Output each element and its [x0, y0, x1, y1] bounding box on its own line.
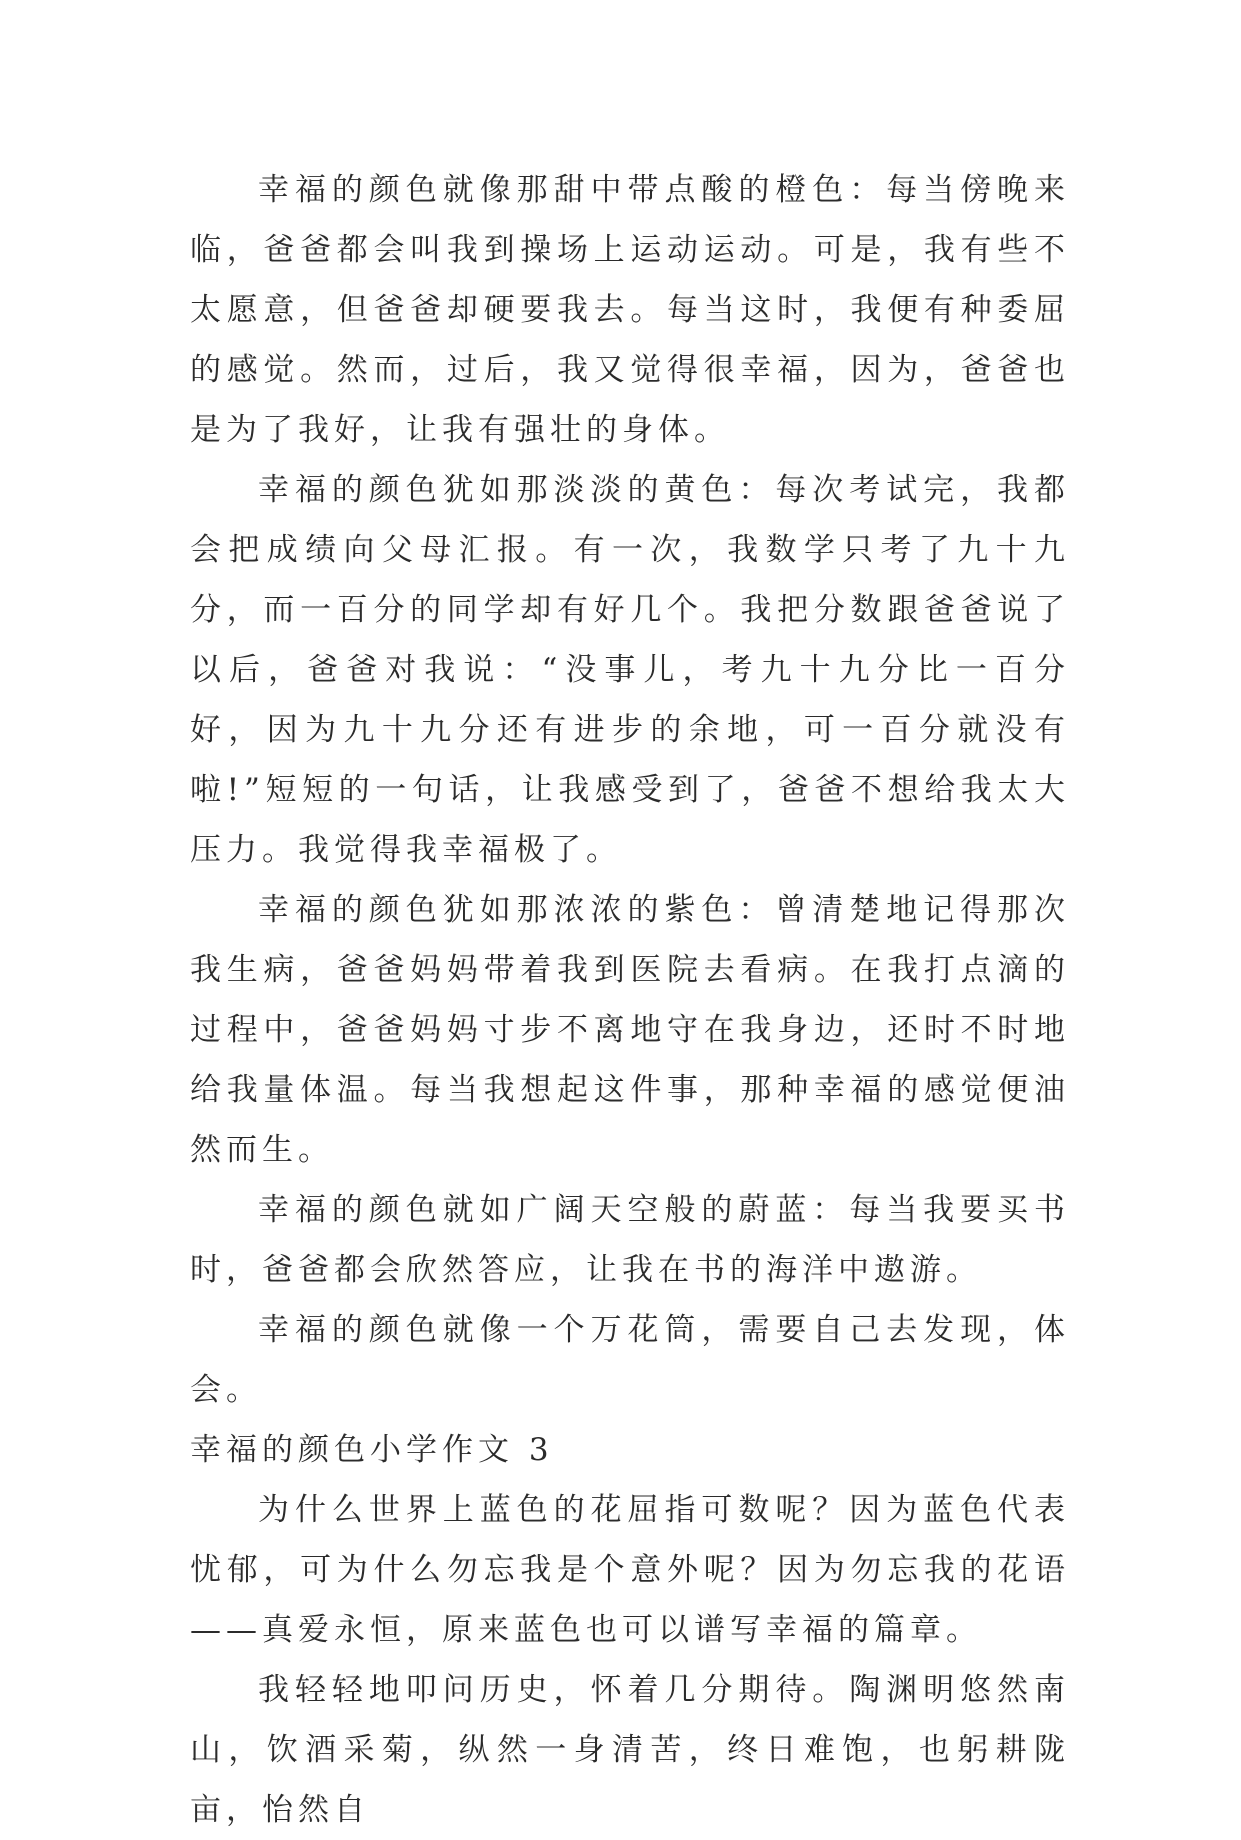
- paragraph-yellow: 幸福的颜色犹如那淡淡的黄色：每次考试完，我都会把成绩向父母汇报。有一次，我数学只考了九十九分，而一百分的同学却有好几个。我把分数跟爸爸说了以后，爸爸对我说：“没事儿，考九十九分比一百分好，因为九十九分还有进步的余地，可一百分就没有啦!”短短的一句话，让我感受到了，爸爸不想给我太大压力。我觉得我幸福极了。: [190, 472, 1070, 868]
- paragraph-purple: 幸福的颜色犹如那浓浓的紫色：曾清楚地记得那次我生病，爸爸妈妈带着我到医院去看病。在我打点滴的过程中，爸爸妈妈寸步不离地守在我身边，还时不时地给我量体温。每当我想起这件事，那种幸福的感觉便油然而生。: [190, 892, 1070, 1168]
- paragraph-history: 我轻轻地叩问历史，怀着几分期待。陶渊明悠然南山，饮酒采菊，纵然一身清苦，终日难饱，也躬耕陇亩，怡然自: [190, 1672, 1070, 1828]
- document-body: [190, 160, 1070, 1840]
- paragraph-orange: 幸福的颜色就像那甜中带点酸的橙色：每当傍晚来临，爸爸都会叫我到操场上运动运动。可是，我有些不太愿意，但爸爸却硬要我去。每当这时，我便有种委屈的感觉。然而，过后，我又觉得很幸福，因为，爸爸也是为了我好，让我有强壮的身体。: [190, 172, 1070, 448]
- paragraph-kaleidoscope: 幸福的颜色就像一个万花筒，需要自己去发现，体会。: [190, 1312, 1070, 1408]
- paragraph-blue-flower: 为什么世界上蓝色的花屈指可数呢？因为蓝色代表忧郁，可为什么勿忘我是个意外呢？因为勿忘我的花语——真爱永恒，原来蓝色也可以谱写幸福的篇章。: [190, 1492, 1070, 1648]
- section-heading: 幸福的颜色小学作文 3: [190, 1432, 554, 1468]
- paragraph-blue-sky: 幸福的颜色就如广阔天空般的蔚蓝：每当我要买书时，爸爸都会欣然答应，让我在书的海洋中遨游。: [190, 1192, 1070, 1288]
